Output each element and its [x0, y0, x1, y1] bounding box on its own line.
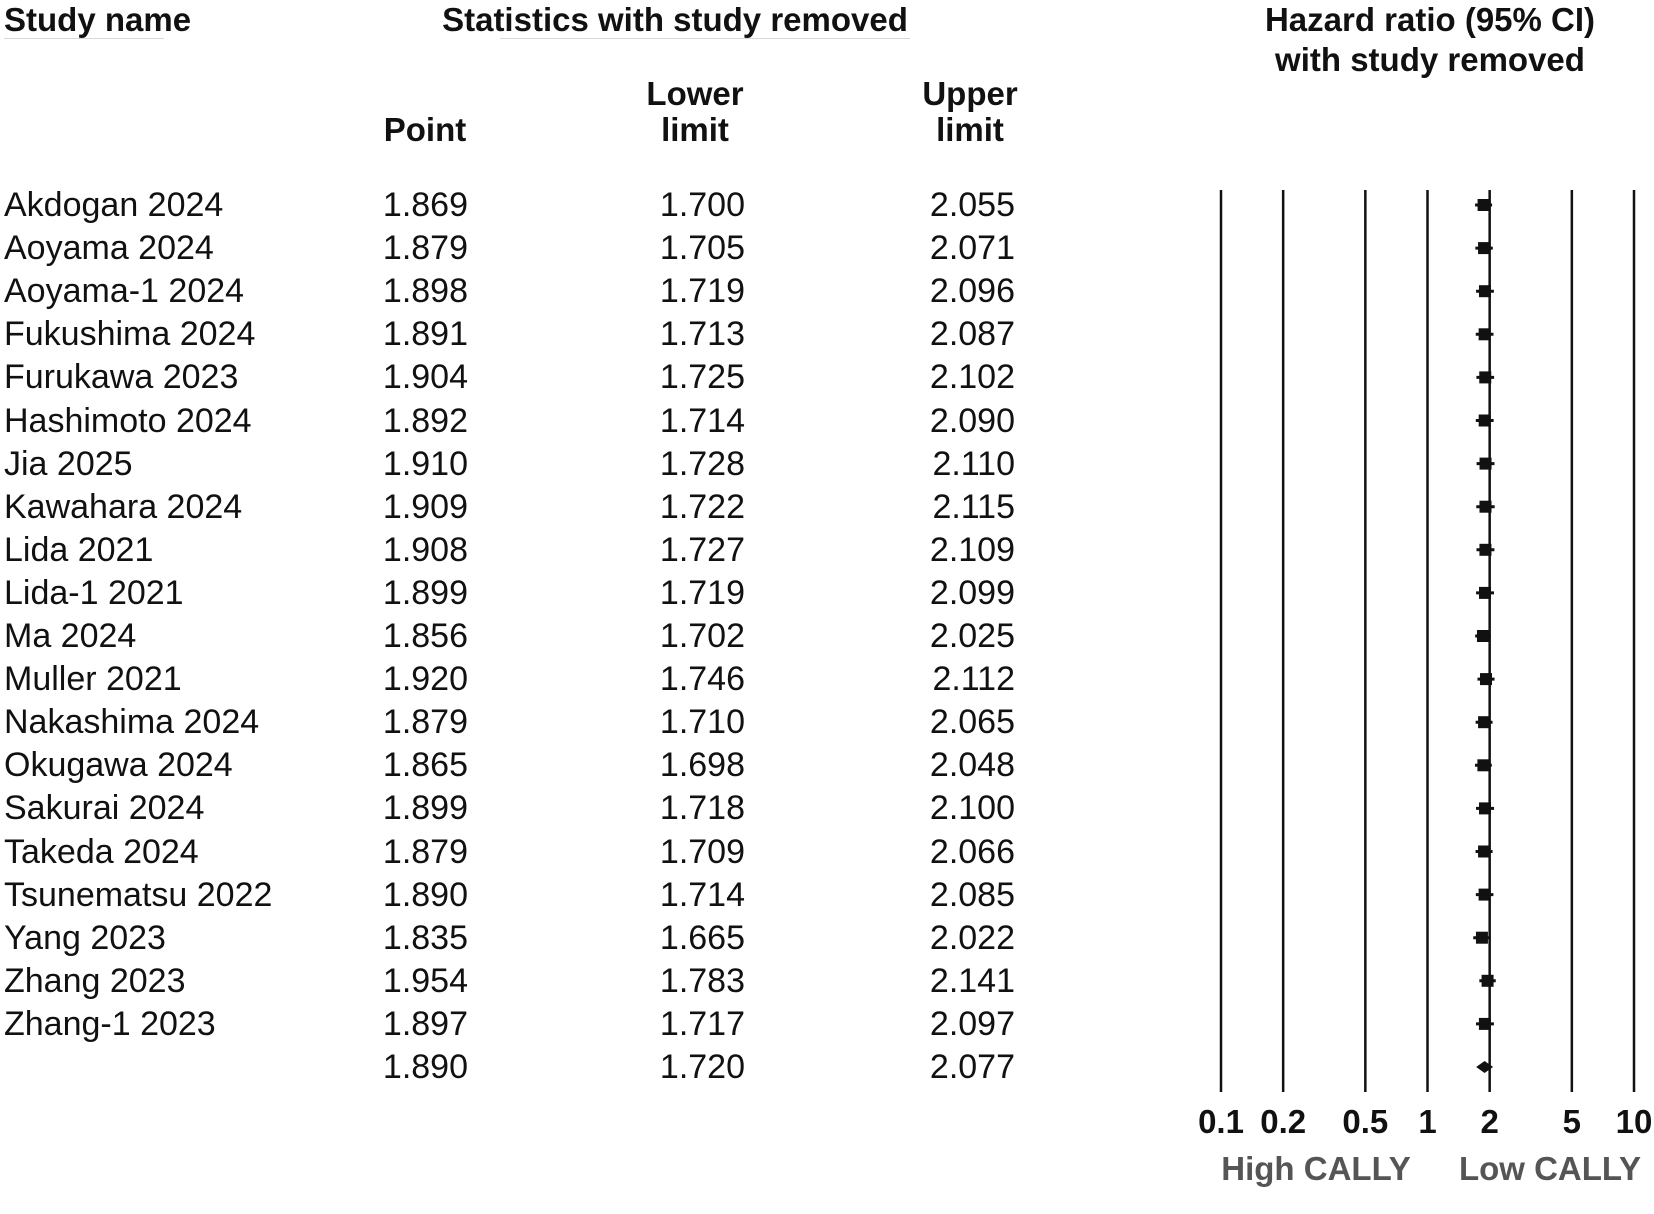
point-estimate-marker	[1480, 458, 1492, 470]
point-estimate-marker	[1478, 846, 1490, 858]
point-cell: 1.890	[382, 1048, 468, 1086]
x-tick-label: 2	[1480, 1103, 1499, 1140]
lower-limit-cell: 1.705	[659, 229, 745, 267]
point-estimate-marker	[1479, 1018, 1491, 1030]
point-cell: 1.899	[382, 574, 468, 612]
point-estimate-marker	[1479, 587, 1491, 599]
plot-title-line1: Hazard ratio (95% CI)	[1264, 1, 1596, 38]
point-estimate-marker	[1479, 802, 1491, 814]
point-estimate-marker	[1479, 889, 1491, 901]
upper-limit-cell: 2.112	[932, 660, 1015, 698]
study-name-cell: Aoyama-1 2024	[4, 272, 245, 310]
study-name-cell: Takeda 2024	[4, 833, 199, 871]
upper-limit-cell: 2.097	[929, 1005, 1015, 1043]
point-cell: 1.899	[382, 789, 468, 827]
study-name-cell: Okugawa 2024	[4, 746, 233, 784]
point-cell: 1.869	[382, 186, 468, 224]
study-name-cell: Muller 2021	[4, 660, 182, 698]
point-estimate-marker	[1479, 415, 1491, 427]
study-name-cell: Akdogan 2024	[4, 186, 224, 224]
study-name-header: Study name	[4, 1, 192, 38]
point-estimate-marker	[1477, 630, 1489, 642]
x-tick-label: 0.1	[1198, 1103, 1244, 1140]
upper-limit-cell: 2.087	[929, 315, 1015, 353]
plot-title-line2: with study removed	[1275, 41, 1585, 78]
point-cell: 1.910	[382, 445, 468, 483]
lower-limit-cell: 1.714	[659, 876, 745, 914]
point-estimate-marker	[1477, 759, 1489, 771]
statistics-header: Statistics with study removed	[442, 1, 908, 38]
favours-right-label: Low CALLY	[1458, 1150, 1642, 1187]
point-cell: 1.879	[382, 703, 468, 741]
point-cell: 1.909	[382, 488, 468, 526]
study-name-cell: Zhang 2023	[4, 962, 186, 1000]
lower-limit-header-line2: limit	[661, 111, 729, 148]
upper-limit-cell: 2.115	[932, 488, 1015, 526]
upper-limit-cell: 2.055	[929, 186, 1015, 224]
upper-limit-cell: 2.071	[929, 229, 1015, 267]
study-name-cell: Furukawa 2023	[4, 358, 239, 396]
x-tick-label: 10	[1615, 1103, 1653, 1140]
point-cell: 1.891	[382, 315, 468, 353]
point-cell: 1.920	[382, 660, 468, 698]
point-estimate-marker	[1479, 328, 1491, 340]
grid-lines	[1221, 190, 1634, 1092]
upper-limit-cell: 2.085	[929, 876, 1015, 914]
point-cell: 1.904	[382, 358, 468, 396]
study-name-cell: Nakashima 2024	[4, 703, 260, 741]
study-name-cell: Ma 2024	[4, 617, 137, 655]
point-estimate-marker	[1479, 544, 1491, 556]
upper-limit-cell: 2.100	[929, 789, 1015, 827]
lower-limit-cell: 1.717	[659, 1005, 745, 1043]
lower-limit-cell: 1.725	[659, 358, 745, 396]
upper-limit-cell: 2.025	[929, 617, 1015, 655]
point-cell: 1.897	[382, 1005, 468, 1043]
lower-limit-cell: 1.746	[659, 660, 745, 698]
lower-limit-cell: 1.727	[659, 531, 745, 569]
point-cell: 1.954	[382, 962, 468, 1000]
upper-limit-cell: 2.066	[929, 833, 1015, 871]
point-estimate-marker	[1479, 371, 1491, 383]
point-cell: 1.892	[382, 402, 468, 440]
lower-limit-cell: 1.720	[659, 1048, 745, 1086]
point-cell: 1.890	[382, 876, 468, 914]
study-name-cell: Zhang-1 2023	[4, 1005, 216, 1043]
study-name-cell: Aoyama 2024	[4, 229, 214, 267]
study-name-cell: Hashimoto 2024	[4, 402, 252, 440]
study-name-cell: Sakurai 2024	[4, 789, 205, 827]
upper-limit-header-line1: Upper	[922, 75, 1018, 112]
point-estimate-marker	[1479, 285, 1491, 297]
lower-limit-cell: 1.702	[659, 617, 745, 655]
lower-limit-cell: 1.722	[659, 488, 745, 526]
upper-limit-cell: 2.102	[929, 358, 1015, 396]
lower-limit-cell: 1.719	[659, 272, 745, 310]
lower-limit-cell: 1.714	[659, 402, 745, 440]
point-cell: 1.835	[382, 919, 468, 957]
upper-limit-cell: 2.090	[929, 402, 1015, 440]
x-axis-tick-labels	[1198, 1103, 1652, 1140]
lower-limit-cell: 1.709	[659, 833, 745, 871]
point-cell: 1.856	[382, 617, 468, 655]
study-name-cell: Tsunematsu 2022	[4, 876, 273, 914]
upper-limit-cell: 2.048	[929, 746, 1015, 784]
point-cell: 1.908	[382, 531, 468, 569]
study-name-cell: Jia 2025	[4, 445, 133, 483]
upper-limit-cell: 2.077	[929, 1048, 1015, 1086]
upper-limit-header-line2: limit	[936, 111, 1004, 148]
lower-limit-cell: 1.665	[659, 919, 745, 957]
lower-limit-cell: 1.783	[659, 962, 745, 1000]
point-header: Point	[383, 111, 467, 148]
point-estimate-marker	[1482, 975, 1494, 987]
favours-left-label: High CALLY	[1221, 1150, 1411, 1187]
upper-limit-cell: 2.022	[929, 919, 1015, 957]
point-cell: 1.898	[382, 272, 468, 310]
point-estimate-marker	[1476, 932, 1488, 944]
upper-limit-cell: 2.109	[929, 531, 1015, 569]
hazard-ratio-markers	[1473, 199, 1496, 1073]
lower-limit-header-line1: Lower	[646, 75, 744, 112]
point-cell: 1.879	[382, 833, 468, 871]
study-name-cell: Fukushima 2024	[4, 315, 256, 353]
x-tick-label: 5	[1562, 1103, 1582, 1140]
x-tick-label: 1	[1418, 1103, 1437, 1140]
point-estimate-marker	[1478, 716, 1490, 728]
x-tick-label: 0.2	[1260, 1103, 1307, 1140]
upper-limit-cell: 2.141	[929, 962, 1015, 1000]
study-name-cell: Yang 2023	[4, 919, 166, 957]
x-tick-label: 0.5	[1342, 1103, 1389, 1140]
upper-limit-cell: 2.096	[929, 272, 1015, 310]
study-name-cell: Lida-1 2021	[4, 574, 184, 612]
point-estimate-marker	[1479, 501, 1491, 513]
lower-limit-cell: 1.710	[659, 703, 745, 741]
lower-limit-cell: 1.728	[659, 445, 745, 483]
point-estimate-marker	[1478, 242, 1490, 254]
upper-limit-cell: 2.099	[929, 574, 1015, 612]
lower-limit-cell: 1.713	[659, 315, 745, 353]
lower-limit-cell: 1.719	[659, 574, 745, 612]
lower-limit-cell: 1.718	[659, 789, 745, 827]
point-estimate-marker	[1478, 199, 1490, 211]
upper-limit-cell: 2.110	[932, 445, 1015, 483]
point-estimate-marker	[1480, 673, 1492, 685]
study-name-cell: Kawahara 2024	[4, 488, 243, 526]
point-cell: 1.879	[382, 229, 468, 267]
lower-limit-cell: 1.698	[659, 746, 745, 784]
lower-limit-cell: 1.700	[659, 186, 745, 224]
upper-limit-cell: 2.065	[929, 703, 1015, 741]
study-name-cell: Lida 2021	[4, 531, 154, 569]
point-cell: 1.865	[382, 746, 468, 784]
